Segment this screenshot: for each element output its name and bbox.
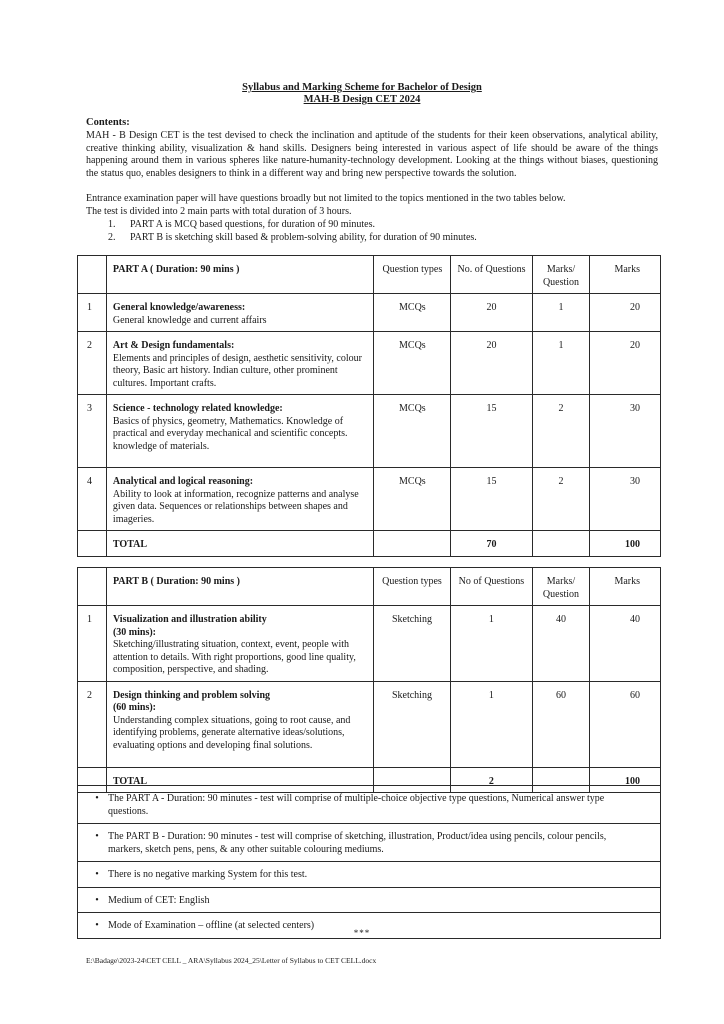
marks-per-question: 60: [532, 681, 590, 767]
part-a-heading: PART A ( Duration: 90 mins ): [106, 256, 373, 294]
marks: 40: [590, 606, 661, 682]
number-of-questions: 1: [451, 606, 532, 682]
note-text: The PART B - Duration: 90 minutes - test will comprise of sketching, illustration, Product/idea using pencils, colour pencils, markers, sketch pens, pens, & any other suitable colouring mediums.: [108, 831, 607, 855]
note-cell: [78, 786, 661, 824]
note-cell: [78, 824, 661, 862]
table-total-row: [78, 531, 661, 557]
number-of-questions: 20: [451, 332, 532, 395]
column-header-no-of-questions: No of Questions: [451, 568, 532, 606]
column-header-question-types: Question types: [374, 256, 451, 294]
table-row: [78, 332, 661, 395]
intro-paragraph: MAH - B Design CET is the test devised to check the inclination and aptitude of the students for their keen observations, analytical ability, creative thinking ability, visualization & hand skills. Designers being interested in various aspect of life should be aware of the things happening around them in various spheres like nature-humanity-technology development. Looking at the things without biases, questioning the status quo, enables designers to think in a different way and bring new perspective towards the solution.: [86, 130, 658, 179]
row-number: 4: [78, 468, 107, 531]
note-text: The PART A - Duration: 90 minutes - test will comprise of multiple-choice objective type questions, Numerical answer type questions.: [108, 793, 605, 817]
table-header-row: [78, 256, 661, 294]
question-type: MCQs: [374, 332, 451, 395]
table-cell: [374, 531, 451, 557]
part-b-table: [77, 567, 661, 793]
column-header-marks: Marks: [590, 256, 661, 294]
contents-heading: Contents:: [86, 117, 130, 128]
column-header-question-types: Question types: [373, 568, 451, 606]
note-row: [78, 824, 661, 862]
note-text: Medium of CET: English: [108, 894, 210, 906]
table-row: [78, 468, 661, 531]
marks-per-question: 2: [532, 395, 590, 468]
topic-title: Visualization and illustration ability: [112, 614, 267, 625]
marks-per-question: 40: [532, 606, 590, 682]
list-item: [108, 219, 375, 232]
footer-file-path: E:\Badage\2023-24\CET CELL _ ARA\Syllabus 2024_25\Letter of Syllabus to CET CELL.docx: [86, 956, 377, 965]
topic-cell: [106, 606, 373, 682]
column-header-marks-per-question: Marks/ Question: [532, 568, 590, 606]
marks-per-question: 2: [532, 468, 590, 531]
notes-table: [77, 785, 661, 939]
number-of-questions: 15: [451, 395, 532, 468]
end-mark: ***: [353, 928, 371, 938]
part-a-table: [77, 255, 661, 557]
note-row: [78, 786, 661, 824]
test-division-paragraph: The test is divided into 2 main parts with total duration of 3 hours.: [86, 206, 352, 217]
row-number: 3: [78, 395, 107, 468]
topic-duration: (60 mins):: [112, 702, 156, 713]
total-questions: 2: [451, 767, 532, 793]
list-text: PART A is MCQ based questions, for duration of 90 minutes.: [130, 219, 375, 230]
topic-title: Analytical and logical reasoning:: [112, 476, 254, 487]
note-text: Mode of Examination – offline (at selected centers): [108, 920, 315, 931]
question-type: Sketching: [373, 681, 451, 767]
number-of-questions: 1: [451, 681, 532, 767]
note-cell: [78, 887, 661, 913]
topic-title: Art & Design fundamentals:: [112, 340, 235, 351]
bullet: •: [95, 869, 99, 880]
table-row: [78, 606, 661, 682]
total-marks: 100: [590, 767, 661, 793]
table-cell: [78, 531, 107, 557]
number-of-questions: 15: [451, 468, 532, 531]
list-number: 1.: [108, 219, 116, 230]
topic-duration: (30 mins):: [112, 626, 156, 638]
document-title: Syllabus and Marking Scheme for Bachelor of Design: [242, 82, 482, 93]
document-subtitle: MAH-B Design CET 2024: [303, 94, 421, 105]
topic-description: Ability to look at information, recognize patterns and analyse given data. Sequences or relationships between shapes and imageries.: [112, 488, 359, 525]
row-number: 1: [78, 294, 107, 332]
column-header-marks-per-question: Marks/ Question: [532, 256, 590, 294]
topic-cell: [106, 681, 373, 767]
topic-cell: [106, 395, 373, 468]
note-cell: [78, 862, 661, 888]
question-type: Sketching: [373, 606, 451, 682]
topic-cell: [106, 332, 373, 395]
bullet: •: [95, 831, 99, 842]
table-cell: [78, 256, 107, 294]
note-row: [78, 862, 661, 888]
topic-title: General knowledge/awareness:: [112, 302, 246, 313]
question-type: MCQs: [374, 294, 451, 332]
topic-description: Sketching/illustrating situation, context, event, people with attention to details. With right proportions, good line quality, composition, perspective, and shading.: [112, 639, 356, 675]
total-label: TOTAL: [106, 531, 373, 557]
question-type: MCQs: [374, 395, 451, 468]
topic-cell: [106, 294, 373, 332]
exam-topics-paragraph: Entrance examination paper will have questions broadly but not limited to the topics mentioned in the two tables below.: [86, 193, 566, 204]
topic-description: Elements and principles of design, aesthetic sensitivity, colour theory, Basic art history. Indian culture, other prominent cultures. Important crafts.: [112, 352, 362, 389]
topic-description: General knowledge and current affairs: [112, 314, 267, 326]
row-number: 1: [78, 606, 107, 682]
row-number: 2: [78, 332, 107, 395]
question-type: MCQs: [374, 468, 451, 531]
total-marks: 100: [590, 531, 661, 557]
topic-cell: [106, 468, 373, 531]
bullet: •: [95, 894, 99, 906]
total-label: TOTAL: [106, 767, 373, 793]
note-text: There is no negative marking System for this test.: [108, 869, 308, 880]
list-item: [108, 232, 477, 245]
topic-description: Basics of physics, geometry, Mathematics. Knowledge of practical and everyday mechanical and scientific concepts. knowledge of materials.: [112, 415, 348, 452]
row-number: 2: [78, 681, 107, 767]
table-cell: [78, 568, 107, 606]
marks: 60: [590, 681, 661, 767]
marks: 20: [590, 332, 661, 395]
marks-per-question: 1: [532, 294, 590, 332]
total-questions: 70: [451, 531, 532, 557]
note-row: [78, 887, 661, 913]
marks: 30: [590, 395, 661, 468]
marks: 20: [590, 294, 661, 332]
table-row: [78, 294, 661, 332]
topic-title: Science - technology related knowledge:: [112, 403, 283, 414]
column-header-marks: Marks: [590, 568, 661, 606]
marks-per-question: 1: [532, 332, 590, 395]
bullet: •: [95, 793, 99, 804]
topic-title: Design thinking and problem solving: [112, 689, 271, 701]
list-text: PART B is sketching skill based & problem-solving ability, for duration of 90 minutes.: [130, 232, 477, 243]
number-of-questions: 20: [451, 294, 532, 332]
marks: 30: [590, 468, 661, 531]
list-number: 2.: [108, 232, 116, 243]
bullet: •: [95, 920, 99, 931]
table-row: [78, 395, 661, 468]
part-b-heading: PART B ( Duration: 90 mins ): [106, 568, 373, 606]
topic-description: Understanding complex situations, going to root cause, and identifying problems, generate alternative ideas/solutions, evaluating options and developing final solutions.: [112, 714, 351, 751]
table-header-row: [78, 568, 661, 606]
table-cell: [532, 531, 590, 557]
column-header-no-of-questions: No. of Questions: [451, 256, 532, 294]
table-row: [78, 681, 661, 767]
